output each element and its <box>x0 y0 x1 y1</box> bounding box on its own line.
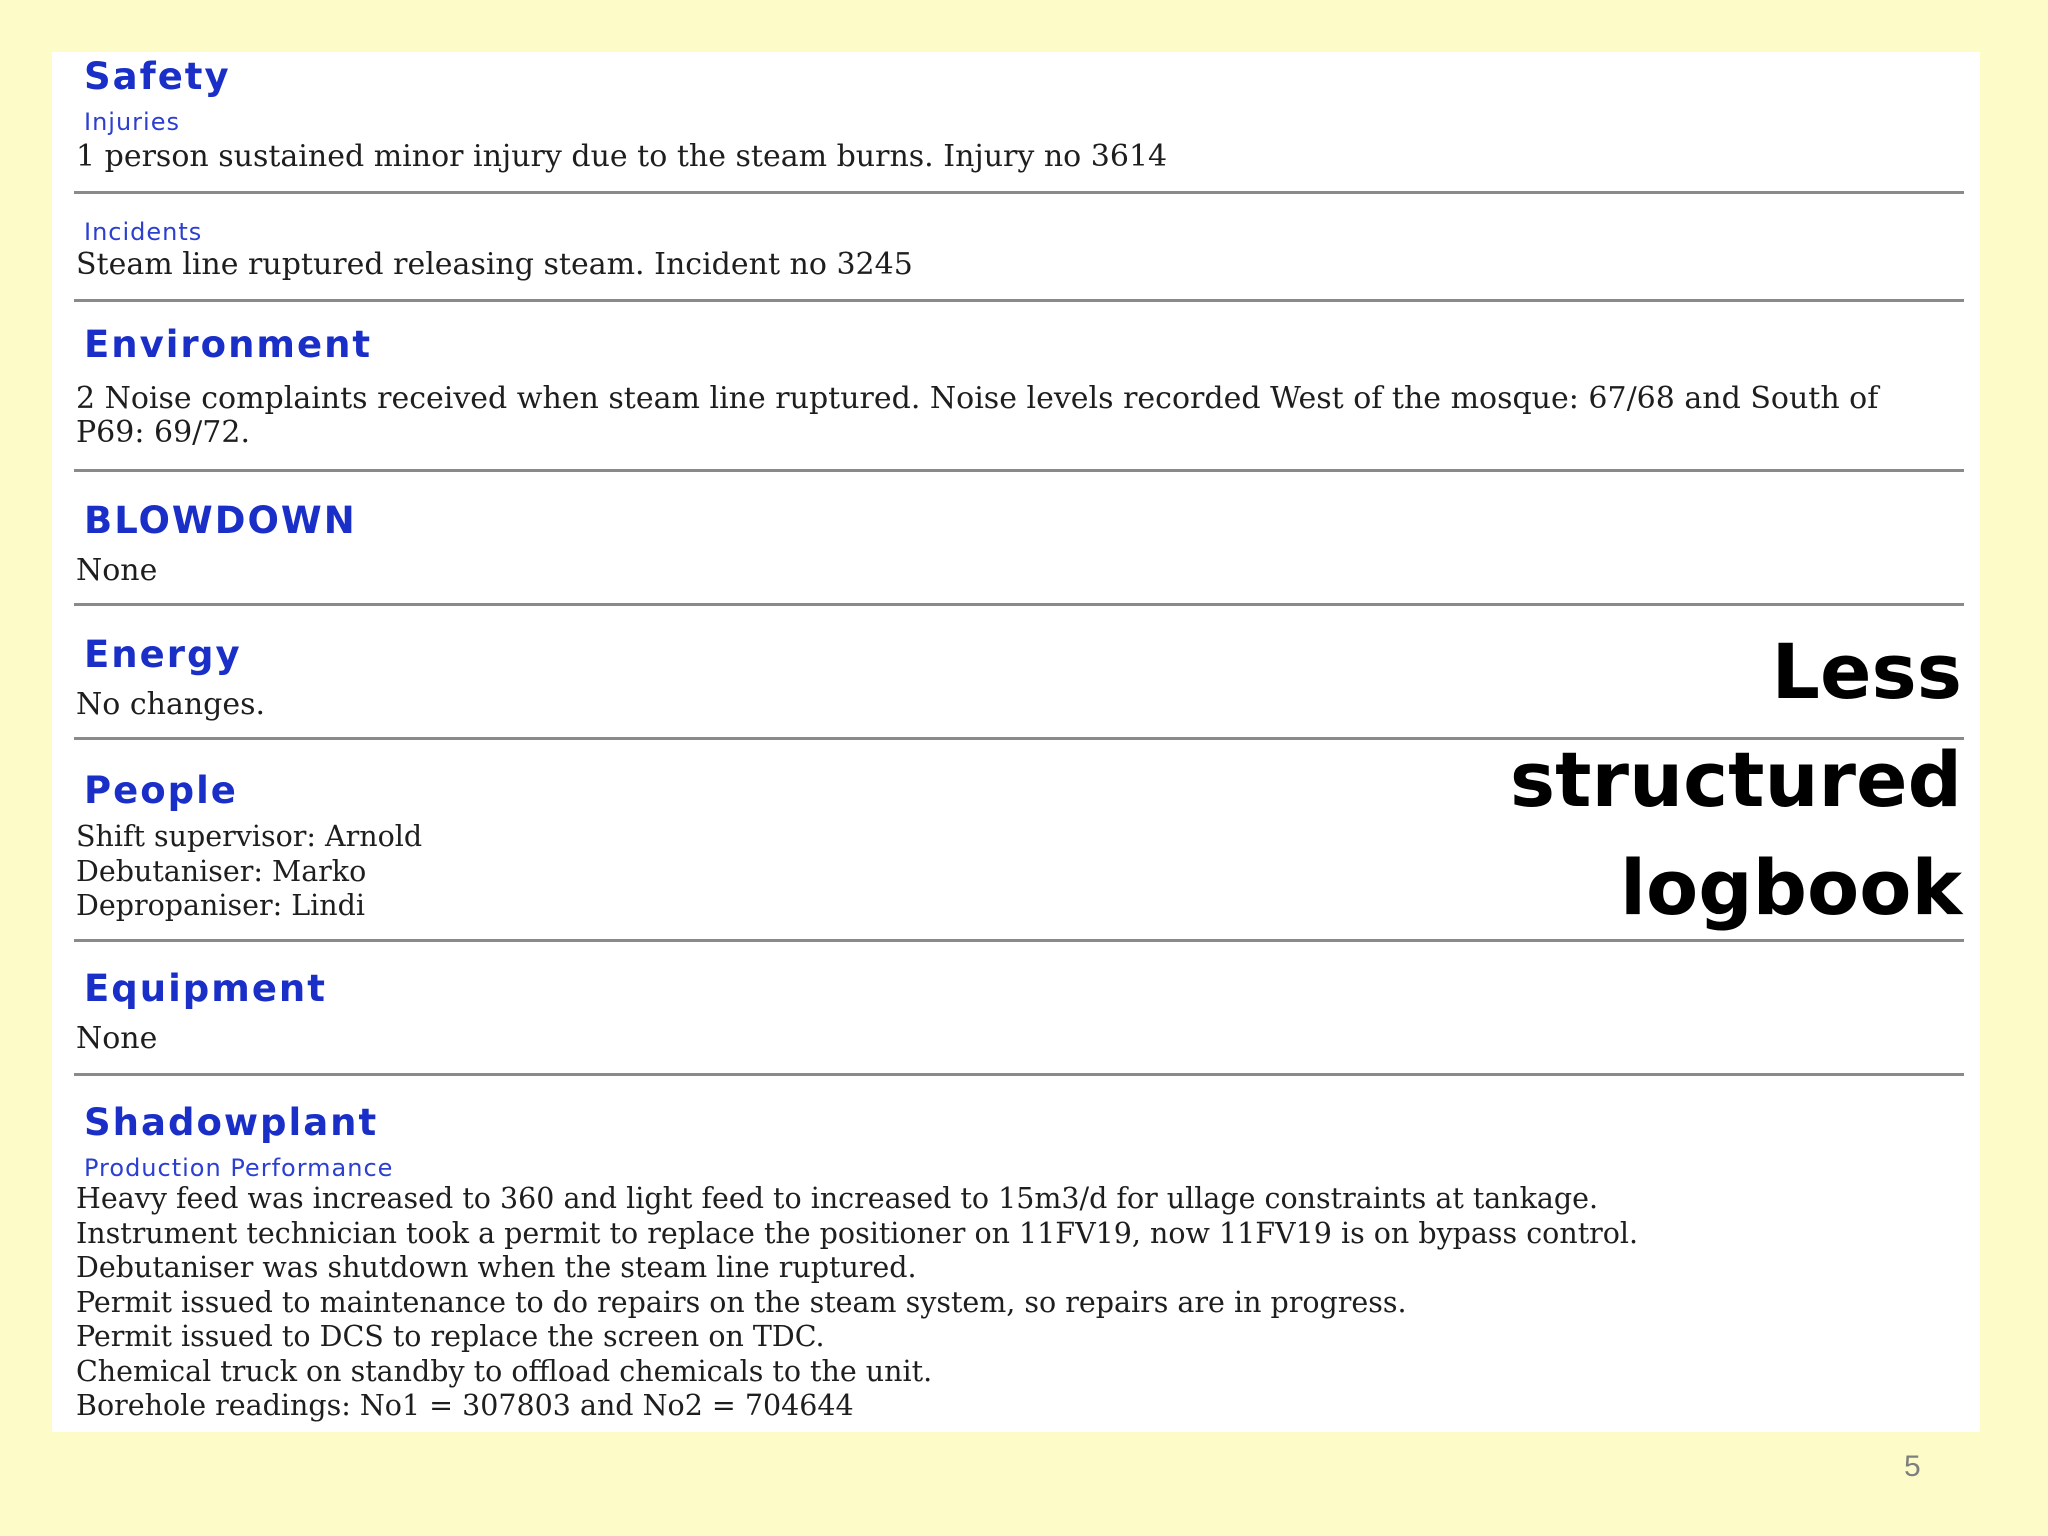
shadowplant-list <box>76 1182 1638 1424</box>
blowdown-text: None <box>76 553 158 588</box>
slide-caption <box>1510 618 1962 942</box>
energy-text: No changes. <box>76 687 266 722</box>
blowdown-section <box>74 472 1964 606</box>
environment-heading: Environment <box>84 323 373 366</box>
people-line: Debutaniser: Marko <box>76 854 367 888</box>
shadowplant-line: Permit issued to DCS to replace the screen on TDC. <box>76 1320 825 1353</box>
caption-line: Less <box>1771 627 1962 716</box>
page-number: 5 <box>1904 1450 1921 1483</box>
shadowplant-heading: Shadowplant <box>84 1101 379 1144</box>
injuries-text: 1 person sustained minor injury due to the steam burns. Injury no 3614 <box>76 139 1168 174</box>
people-heading: People <box>84 769 238 812</box>
safety-injuries-section <box>74 52 1964 194</box>
people-line: Depropaniser: Lindi <box>76 889 365 922</box>
people-line: Shift supervisor: Arnold <box>76 820 423 853</box>
shadowplant-line: Permit issued to maintenance to do repairs on the steam system, so repairs are in progress. <box>76 1285 1407 1319</box>
energy-heading: Energy <box>84 633 242 676</box>
caption-line: logbook <box>1619 843 1962 932</box>
safety-heading: Safety <box>84 55 231 98</box>
equipment-heading: Equipment <box>84 967 327 1010</box>
shadowplant-section <box>74 1076 1964 1432</box>
shadowplant-line: Debutaniser was shutdown when the steam line ruptured. <box>76 1251 917 1284</box>
people-list <box>76 820 422 924</box>
shadowplant-line: Chemical truck on standby to offload chemicals to the unit. <box>76 1354 933 1388</box>
equipment-section <box>74 942 1964 1076</box>
blowdown-heading: BLOWDOWN <box>84 499 357 542</box>
environment-text: 2 Noise complaints received when steam line ruptured. Noise levels recorded West of the mosque: 67/68 and South of P69: 69/72. <box>76 381 1888 450</box>
incidents-text: Steam line ruptured releasing steam. Incident no 3245 <box>76 247 913 282</box>
shadowplant-line: Heavy feed was increased to 360 and light feed to increased to 15m3/d for ullage constraints at tankage. <box>76 1182 1599 1215</box>
environment-section <box>74 302 1964 472</box>
production-performance-label: Production Performance <box>84 1154 394 1182</box>
injuries-label: Injuries <box>84 108 180 136</box>
safety-incidents-section <box>74 194 1964 302</box>
shadowplant-line: Borehole readings: No1 = 307803 and No2 = 704644 <box>76 1389 854 1422</box>
caption-line: structured <box>1509 735 1962 824</box>
incidents-label: Incidents <box>84 218 203 246</box>
shadowplant-line: Instrument technician took a permit to replace the positioner on 11FV19, now 11FV19 is on bypass control. <box>76 1216 1639 1250</box>
equipment-text: None <box>76 1021 158 1056</box>
